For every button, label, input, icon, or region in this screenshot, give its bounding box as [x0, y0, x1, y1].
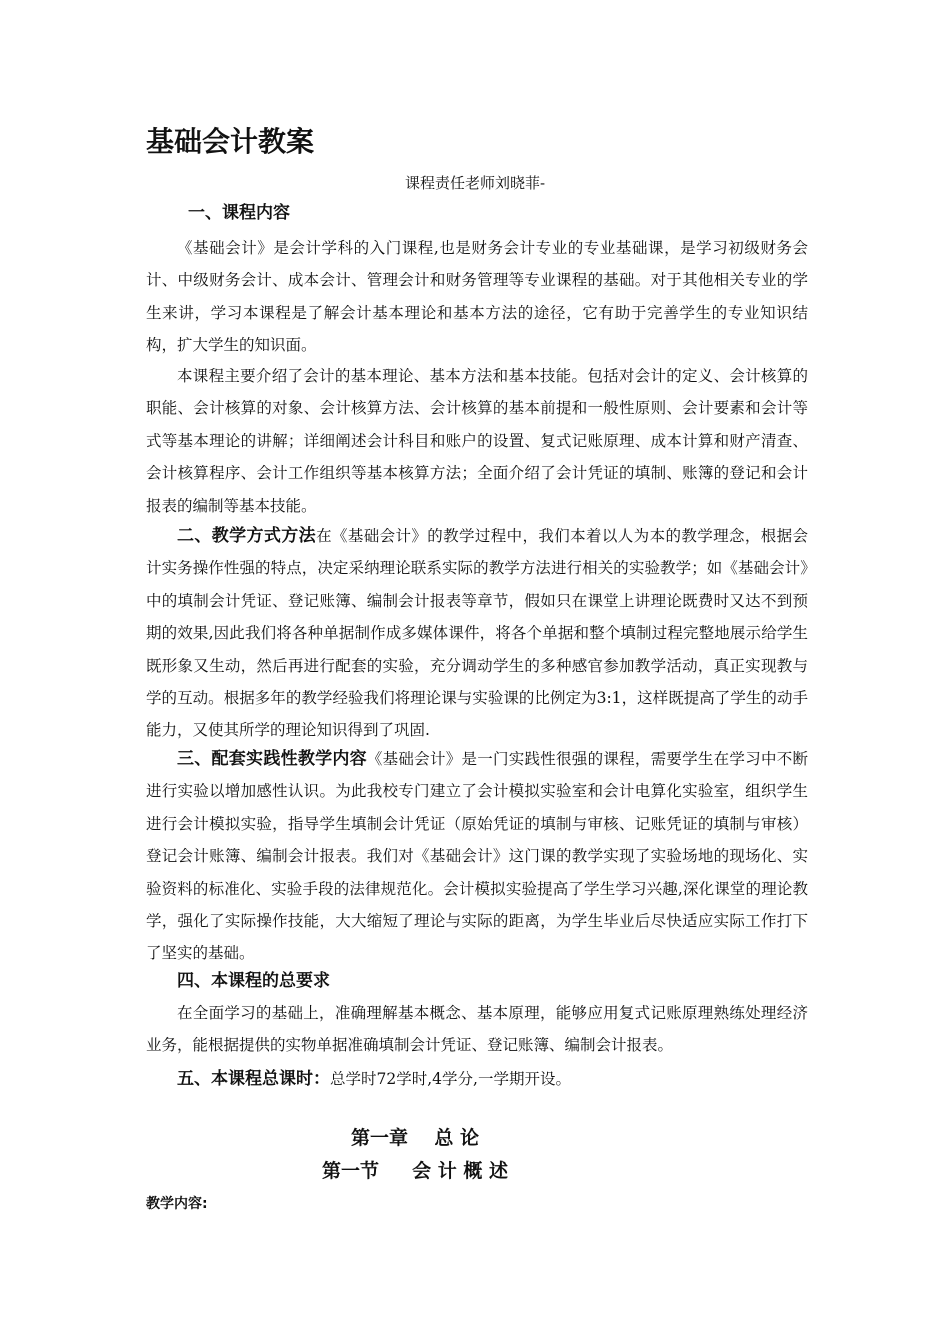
teaching-content-label: 教学内容: [146, 1196, 208, 1212]
section-title: 第一节 会 计 概 述 [322, 1160, 508, 1182]
section-1-heading: 一、课程内容 [188, 203, 290, 223]
section-4-heading: 四、本课程的总要求 [177, 971, 330, 991]
section-3-paragraph [146, 743, 808, 970]
section-1-paragraph-1: 《基础会计》是会计学科的入门课程,也是财务会计专业的专业基础课，是学习初级财务会计、中级财务会计、成本会计、管理会计和财务管理等专业课程的基础。对于其他相关专业的学生来讲，学习本课程是了解会计基本理论和基本方法的途径，它有助于完善学生的专业知识结构，扩大学生的知识面。 [146, 239, 808, 355]
section-3-heading: 三、配套实践性教学内容 [177, 749, 367, 769]
section-5-heading: 五、本课程总课时： [177, 1069, 330, 1089]
author-line: 课程责任老师刘晓菲- [404, 174, 546, 192]
document-title: 基础会计教案 [146, 125, 315, 158]
section-1-paragraph-2: 本课程主要介绍了会计的基本理论、基本方法和基本技能。包括对会计的定义、会计核算的职能、会计核算的对象、会计核算方法、会计核算的基本前提和一般性原则、会计要素和会计等式等基本理论的讲解；详细阐述会计科目和账户的设置、复式记账原理、成本计算和财产清查、会计核算程序、会计工作组织等基本核算方法；全面介绍了会计凭证的填制、账簿的登记和会计报表的编制等基本技能。 [146, 367, 808, 515]
section-2-paragraph [146, 520, 808, 747]
chapter-title: 第一章 总 论 [350, 1127, 480, 1149]
section-5-text: 总学时72学时,4学分,一学期开设。 [330, 1070, 571, 1088]
section-5-paragraph [146, 1063, 808, 1095]
section-2-heading: 二、教学方式方法 [177, 526, 317, 546]
section-2-text: 在《基础会计》的教学过程中，我们本着以人为本的教学理念，根据会计实务操作性强的特点，决定采纳理论联系实际的教学方法进行相关的实验教学；如《基础会计》中的填制会计凭证、登记账簿、编制会计报表等章节，假如只在课堂上讲理论既费时又达不到预期的效果,因此我们将各种单据制作成多媒体课件，将各个单据和整个填制过程完整地展示给学生既形象又生动，然后再进行配套的实验，充分调动学生的多种感官参加教学活动，真正实现教与学的互动。根据多年的教学经验我们将理论课与实验课的比例定为3:1，这样既提高了学生的动手能力，又使其所学的理论知识得到了巩固. [146, 527, 808, 740]
section-4-paragraph: 在全面学习的基础上，准确理解基本概念、基本原理，能够应用复式记账原理熟练处理经济业务，能根据提供的实物单据准确填制会计凭证、登记账簿、编制会计报表。 [146, 1004, 808, 1055]
section-3-text: 《基础会计》是一门实践性很强的课程，需要学生在学习中不断进行实验以增加感性认识。为此我校专门建立了会计模拟实验室和会计电算化实验室，组织学生进行会计模拟实验，指导学生填制会计凭证（原始凭证的填制与审核、记账凭证的填制与审核）登记会计账簿、编制会计报表。我们对《基础会计》这门课的教学实现了实验场地的现场化、实验资料的标准化、实验手段的法律规范化。会计模拟实验提高了学生学习兴趣,深化课堂的理论教学，强化了实际操作技能，大大缩短了理论与实际的距离，为学生毕业后尽快适应实际工作打下了坚实的基础。 [146, 750, 808, 963]
